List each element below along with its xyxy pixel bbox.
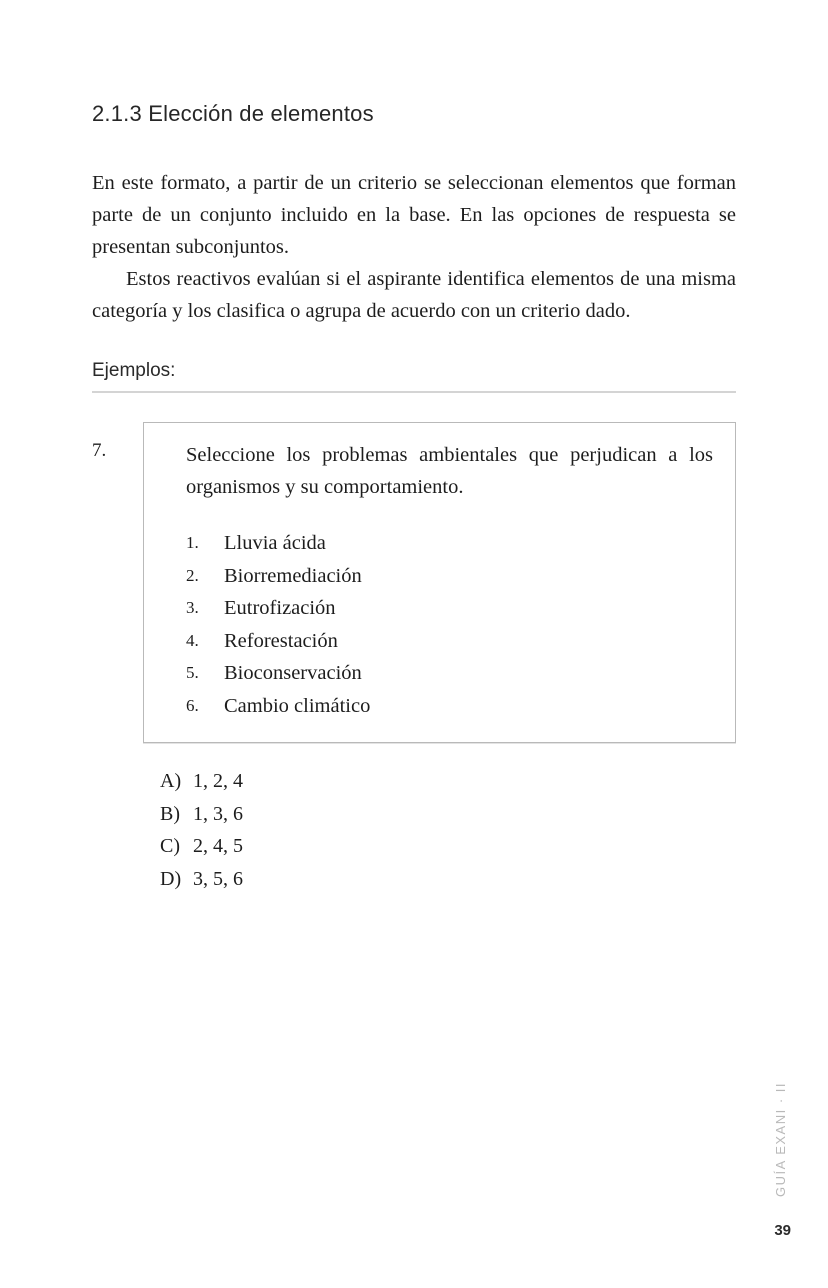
option-value: 2, 4, 5 bbox=[193, 835, 243, 857]
answer-option bbox=[160, 798, 736, 831]
examples-label: Ejemplos: bbox=[92, 360, 736, 393]
list-item bbox=[186, 657, 713, 690]
intro-text bbox=[92, 167, 736, 327]
list-item-number: 6. bbox=[186, 695, 199, 715]
list-item-number: 5. bbox=[186, 663, 199, 682]
list-item bbox=[186, 527, 713, 560]
question-stem: Seleccione los problemas ambientales que perjudican a los organismos y su comportamiento. bbox=[186, 444, 713, 498]
list-item bbox=[186, 690, 713, 723]
question-box bbox=[143, 422, 736, 743]
list-item-text: Biorremediación bbox=[224, 564, 362, 587]
question-item-list bbox=[186, 527, 713, 722]
page-content bbox=[92, 0, 736, 895]
list-item bbox=[186, 592, 713, 625]
section-heading: 2.1.3 Elección de elementos bbox=[92, 101, 374, 126]
page-number: 39 bbox=[774, 1222, 791, 1239]
option-value: 1, 2, 4 bbox=[193, 770, 243, 792]
edition-sidebar-label: GUÍA EXANI · II bbox=[773, 1082, 788, 1197]
option-letter: D) bbox=[160, 867, 182, 890]
paragraph: En este formato, a partir de un criterio se seleccionan elementos que forman parte de un conjunto incluido en la base. En las opciones de respuesta se presentan subconjuntos. bbox=[92, 172, 736, 258]
option-value: 1, 3, 6 bbox=[193, 802, 243, 825]
list-item-number: 4. bbox=[186, 630, 199, 650]
list-item-text: Reforestación bbox=[224, 629, 338, 652]
list-item-text: Eutrofización bbox=[224, 597, 336, 619]
list-item-number: 3. bbox=[186, 598, 199, 617]
option-value: 3, 5, 6 bbox=[193, 867, 243, 890]
list-item-number: 1. bbox=[186, 533, 199, 552]
list-item-text: Cambio climático bbox=[224, 694, 371, 717]
answer-options bbox=[160, 765, 736, 895]
option-letter: A) bbox=[160, 770, 182, 792]
list-item bbox=[186, 560, 713, 593]
question-block bbox=[92, 422, 736, 743]
list-item-number: 2. bbox=[186, 565, 199, 585]
answer-option bbox=[160, 863, 736, 896]
option-letter: B) bbox=[160, 802, 180, 825]
list-item bbox=[186, 625, 713, 658]
option-letter: C) bbox=[160, 835, 180, 857]
list-item-text: Bioconservación bbox=[224, 662, 362, 684]
paragraph: Estos reactivos evalúan si el aspirante identifica elementos de una misma categoría y los clasifica o agrupa de acuerdo con un criterio dado. bbox=[92, 268, 736, 322]
question-number: 7. bbox=[92, 440, 107, 461]
answer-option bbox=[160, 830, 736, 863]
answer-option bbox=[160, 765, 736, 798]
list-item-text: Lluvia ácida bbox=[224, 532, 326, 554]
